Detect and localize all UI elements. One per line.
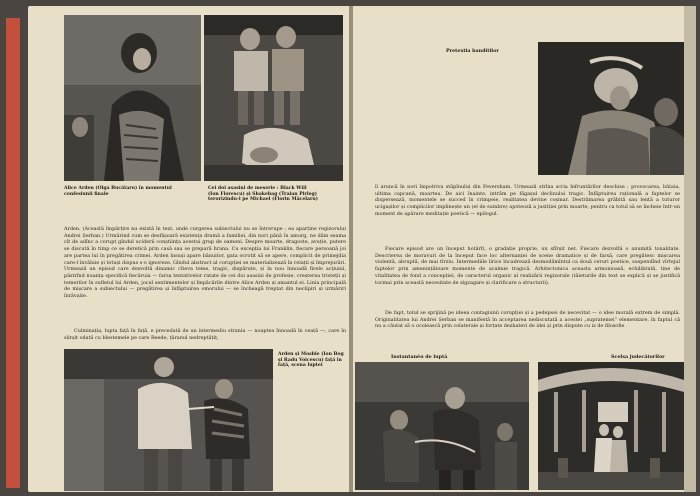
left-body-text-2: Culminația, lupta față în față, e precedată de un intermediu straniu — noaptea înnoadă în ceață —, care în slirșit odată cu blestemele pe care Reede, țăranul nedreptățit, — [64, 328, 346, 341]
right-body-text-2: Fiecare episod are un început hotărît, o gradație proprie, un sfîrșit net. Fiecare dezvoltă o anumită tonalitate. Descrierea de moravuri de la început face loc alternanței de scene dramatice și de farsă, care pregătesc mișcarea violentă, abruptă, de mai tîrziu. Intermediile lirice încadrează desmodămîntul ca două ceruri poetice, suspendînd vîrtejul faptelor prin amenințătoare momente de acalmie tragică. Arhitectonica aceasta armonioasă, echilibrată, tine de vitalitatea de fond a concepției, de caracterul organic al realizării regizorale (tăieturile din text se explică și se justifică tocmai prin această necesitate de zigzagare și clarificare a structurii). — [375, 246, 680, 286]
label-judges-scene: Scelsa judecătorilor — [611, 354, 665, 360]
photo-bandits — [538, 42, 684, 175]
left-body-text: Arden. (Această împărțire nu există în text, unde curgerea subiectului nu se întrerupe ; ea aparține regizorului Andrei Șerban.) Urmărind cum se desfășoară existența dramă a familiei, din nori până în amurg, ne dăm seama cît de adînc a corupt gîndul uciderii conștiința acestui grup de oameni. Despre moarte, dragoste, avuție, putere se discută în timp ce se deretică prin casă sau se prepară hrana. Cu excepția lui Franklin, fiecare persoană joi are partea lui în pregătirea crimei. Arden însuși apare bănuitor, gata ocrotit să se apere, complicit de primejdia care-l învăluie și totuși dispus s-o ignoreze. Gîndul abstract al corupției se materializează în relații și împrejurări. Urmează un episod care dezvoltă dinamic cîteva teme, tragic, dispărute, și în nou înnoadă firele acțiunii, păstrînd nuanța specifică fiecăruia — farsa tentativelor ratate de cei doi asasini de profesie, creșterea tristeții și temerilor în sufletul lui Arden, jocul sentimentelor și împăcările dintre Alice Arden și amantul ei. Linia principală de mișcare a subiectului — pregătirea și înfăptuirea omorului — se încheagă treptat din neclipiri și urmăriri înrăvaite. — [64, 226, 346, 300]
red-page-edge — [6, 18, 20, 488]
photo-arden-mosbie-fight — [64, 349, 273, 491]
caption-arden-mosbie: Arden și Mosbie (Ion Bog și Radu Voicescu) față în față, scena luptei — [278, 352, 344, 369]
photo-alice-arden — [64, 15, 201, 181]
page-edge-tabs — [684, 6, 696, 492]
left-page — [28, 6, 350, 492]
caption-alice-arden: Alice Arden (Olga Bucătaru) în momentul confesiunii finale — [64, 186, 172, 197]
photo-fight-snapshot — [355, 362, 529, 490]
label-bandits: Pretextia banditilor — [446, 48, 499, 54]
caption-assassins: Cei doi asasini de meserie : Black Will (Ion Florescu) și Shakebag (Traian Pirleg) terorizindu-l pe Michael (Florin Măcelaru) — [208, 186, 318, 203]
right-page — [353, 6, 684, 492]
photo-judges-scene — [538, 362, 684, 490]
photo-assassins — [204, 15, 343, 181]
label-fight-snapshot: Instantanéu de luptă — [391, 354, 448, 360]
right-body-text: îi aruncă în nori împotriva stăpînului din Feversham. Urmează strîna scria înfruntărilor deschise ; provocarea, bătaia, ultima capcană, moartea. De aici înainte, intrăm pe făgașul declinului tragic. Înfăptuirea rațională a faptelor se dispersează, momentele se succed în crimpeie, realitatea devine coșmar. Destrămarea grăbită sau lentă a tuturor ucigașilor și complicilor implinește un (el de sumbre) apoteoză a justiției prin moarte, pentru ca totul să se încheie într-un moment de apărare meditație poetică — epilogul. — [375, 184, 680, 217]
right-body-text-3: De fapt, totul se sprijină pe ideea contagiunii corupției și a pedepsei de necevitat — o idee morală extrem de simplă. Originalitatea lui Andrei Șerban se manifestă în acceptarea nediscutată a acestei „supratemei” elementare, în faptul că nu a căutat să o ocolească prin colaterale și forțate dezbateri de idei și prin dispute cu iz de filosofie — [375, 310, 680, 330]
